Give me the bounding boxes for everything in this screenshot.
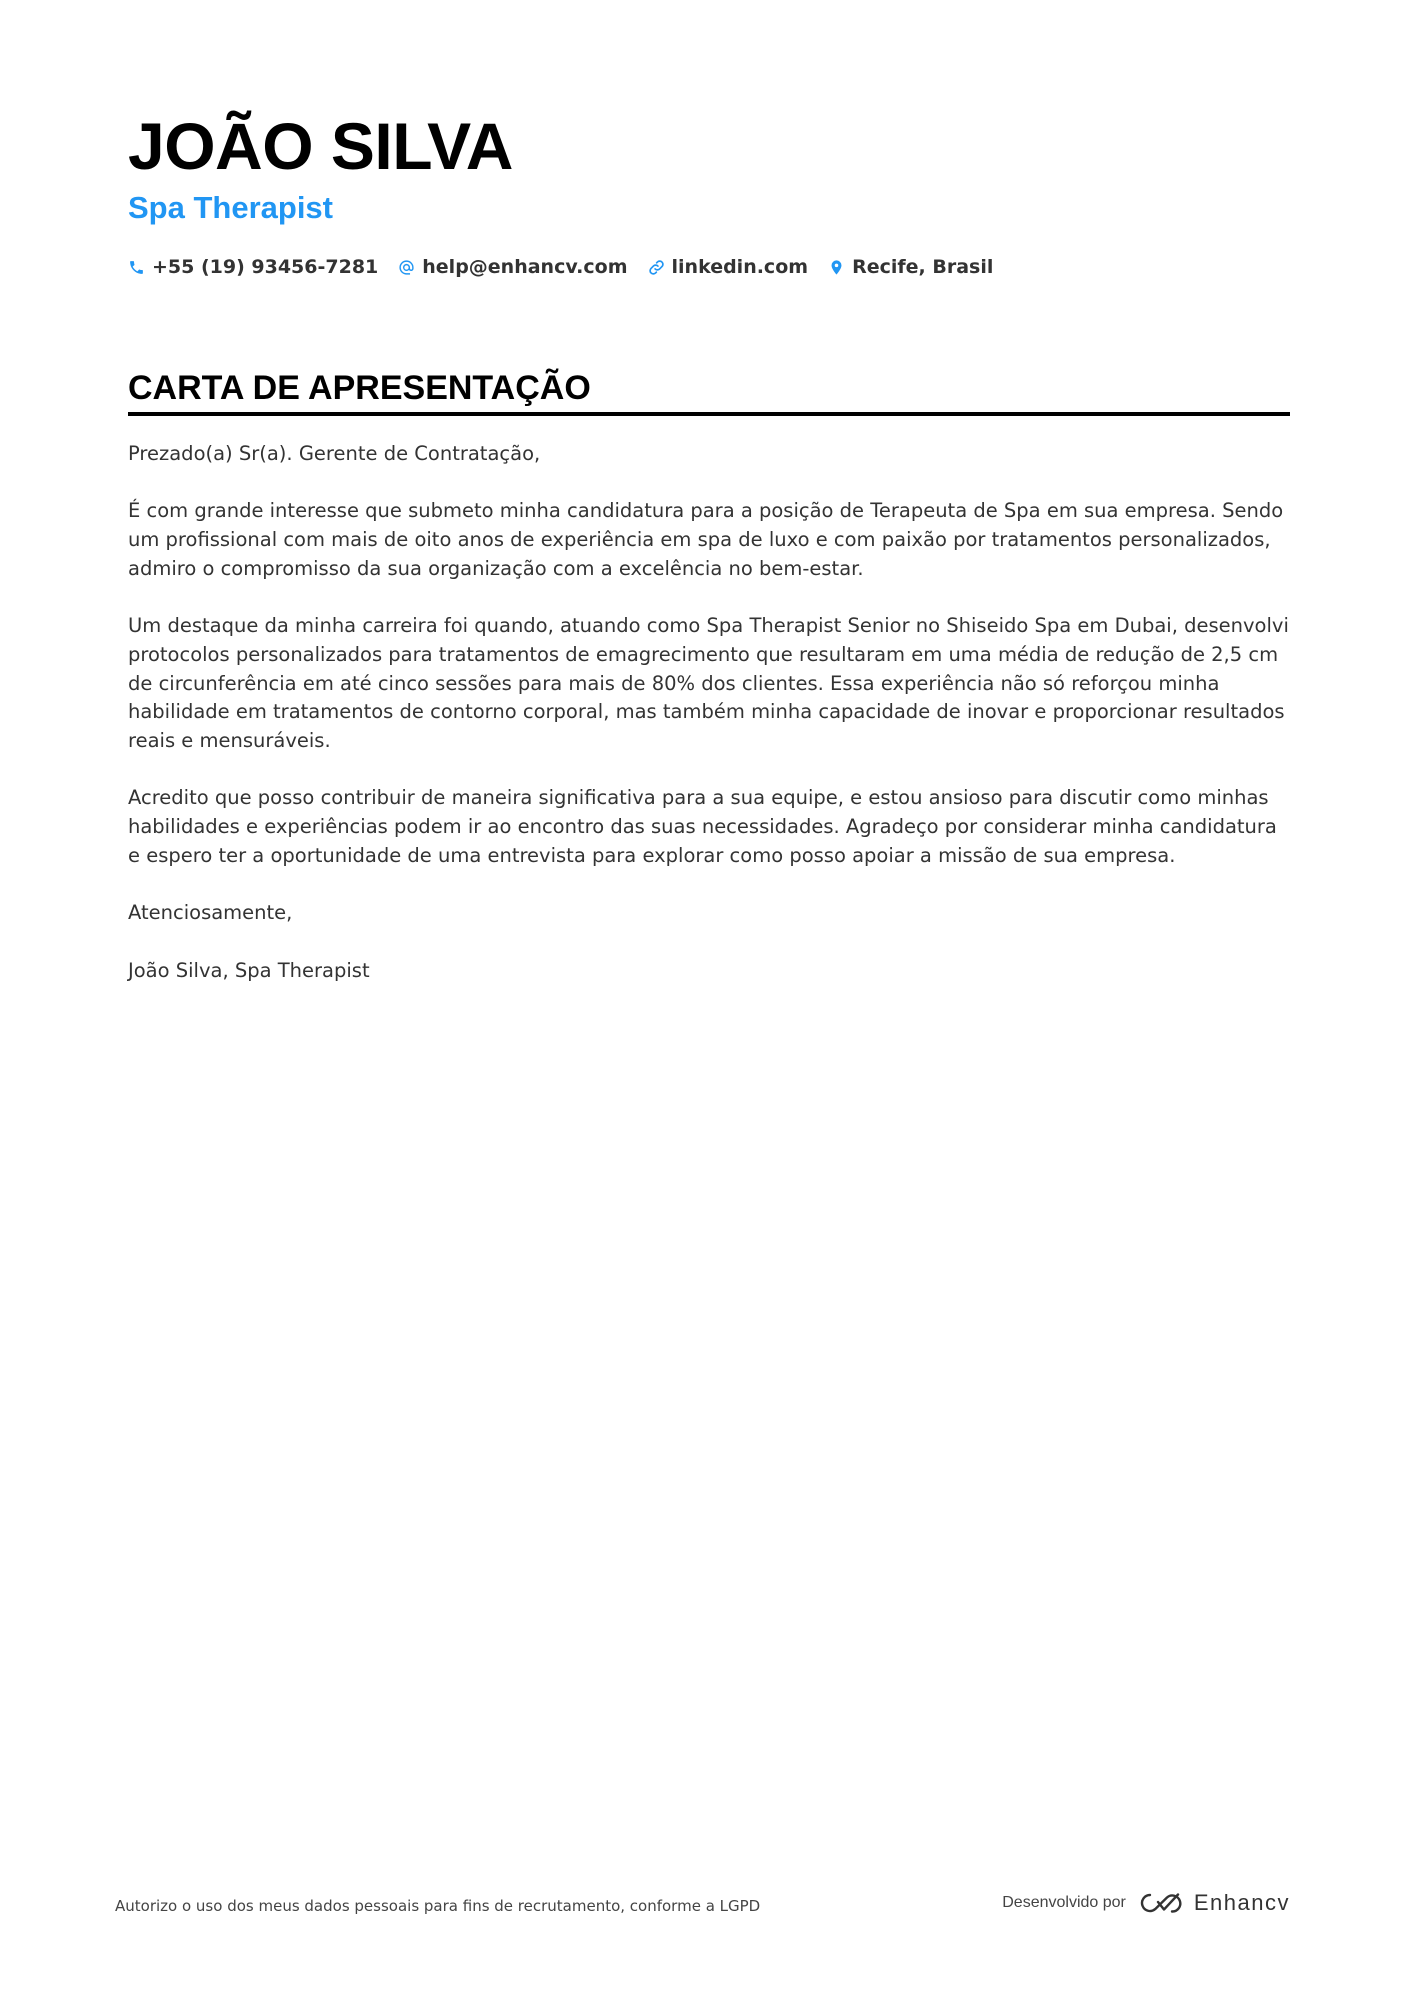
enhancv-logo-icon — [1138, 1891, 1184, 1915]
powered-by — [1002, 1890, 1290, 1916]
contact-email — [398, 252, 627, 282]
letter-paragraph: Um destaque da minha carreira foi quando, atuando como Spa Therapist Senior no Shiseido Spa em Dubai, desenvolvi protocolos personalizados para tratamentos de emagrecimento que resultaram em uma média de redução de 2,5 cm de circunferência em até cinco sessões para mais de 80% dos clientes. Essa experiência não só reforçou minha habilidade em tratamentos de contorno corporal, mas também minha capacidade de inovar e proporcionar resultados reais e mensuráveis. — [128, 614, 1289, 752]
at-icon — [398, 259, 415, 276]
phone-number: +55 (19) 93456-7281 — [152, 256, 379, 278]
letter-greeting: Prezado(a) Sr(a). Gerente de Contratação, — [128, 442, 541, 465]
enhancv-logo — [1138, 1890, 1290, 1916]
linkedin-url: linkedin.com — [671, 256, 809, 278]
contact-phone — [128, 252, 378, 282]
location-text: Recife, Brasil — [852, 256, 994, 278]
link-icon — [648, 259, 665, 276]
brand-name: Enhancv — [1193, 1890, 1290, 1915]
contact-location — [828, 252, 993, 282]
email-address: help@enhancv.com — [422, 256, 628, 278]
letter-closing: Atenciosamente, — [128, 901, 293, 925]
consent-note: Autorizo o uso dos meus dados pessoais para fins de recrutamento, conforme a LGPD — [115, 1897, 761, 1915]
letter-paragraph: É com grande interesse que submeto minha candidatura para a posição de Terapeuta de Spa em sua empresa. Sendo um profissional com mais de oito anos de experiência em spa de luxo e com paixão por tratamentos personalizados, admiro o compromisso da sua organização com a excelência no bem-estar. — [128, 499, 1284, 580]
letter-body — [128, 440, 1290, 1014]
letter-paragraph: Acredito que posso contribuir de maneira significativa para a sua equipe, e estou ansioso para discutir como minhas habilidades e experiências podem ir ao encontro das suas necessidades. Agradeço por considerar minha candidatura e espero ter a oportunidade de uma entrevista para explorar como posso apoiar a missão de sua empresa. — [128, 786, 1277, 867]
contact-linkedin — [648, 252, 809, 282]
phone-icon — [128, 259, 145, 276]
section-title: CARTA DE APRESENTAÇÃO — [128, 366, 1290, 416]
location-pin-icon — [828, 259, 845, 276]
candidate-title: Spa Therapist — [128, 190, 333, 225]
powered-by-label: Desenvolvido por — [1002, 1894, 1126, 1911]
candidate-name: JOÃO SILVA — [128, 109, 513, 183]
contact-bar — [128, 252, 993, 282]
letter-signature: João Silva, Spa Therapist — [128, 958, 370, 982]
